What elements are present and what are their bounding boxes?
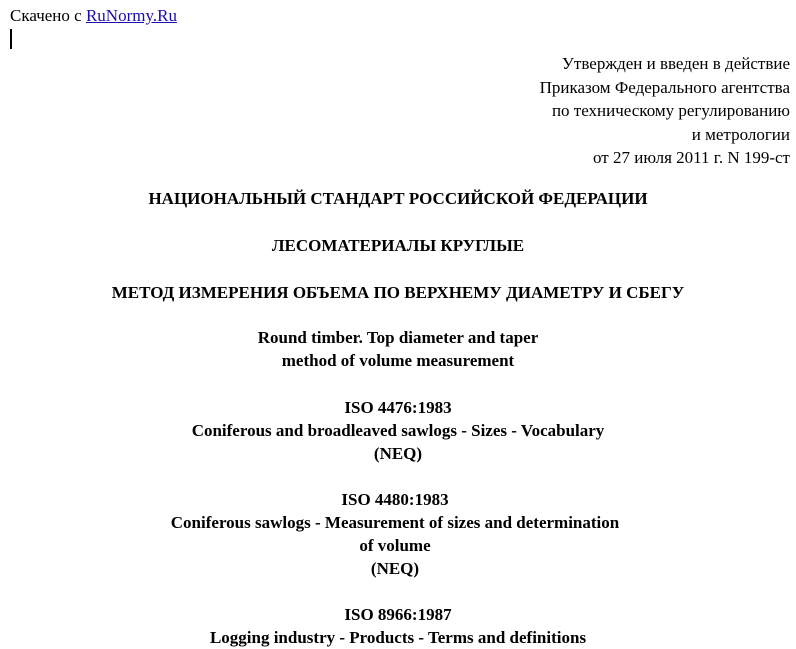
english-title: [0, 326, 796, 372]
reference-status: (NEQ): [370, 559, 420, 578]
reference-title-line: Logging industry - Products - Terms and definitions: [209, 628, 587, 647]
reference-iso-4480: [0, 488, 793, 580]
reference-iso-4476: [0, 396, 796, 465]
reference-iso-8966: [0, 603, 796, 649]
english-title-line: method of volume measurement: [281, 351, 515, 370]
approval-line: от 27 июля 2011 г. N 199-ст: [593, 148, 790, 167]
reference-title-line: Coniferous sawlogs - Measurement of sizes and determination: [170, 513, 620, 532]
approval-line: Утвержден и введен в действие: [561, 54, 790, 73]
reference-title-line: of volume: [359, 536, 431, 555]
source-line: [10, 6, 177, 26]
document-title: ЛЕСОМАТЕРИАЛЫ КРУГЛЫЕ: [271, 236, 525, 255]
source-prefix: Скачено с: [10, 6, 86, 25]
approval-block: [540, 52, 790, 170]
document-subtitle: МЕТОД ИЗМЕРЕНИЯ ОБЪЕМА ПО ВЕРХНЕМУ ДИАМЕТРУ И СБЕГУ: [111, 283, 685, 302]
approval-line: Приказом Федерального агентства: [539, 77, 790, 97]
english-title-line: Round timber. Top diameter and taper: [257, 328, 539, 347]
reference-title-line: Coniferous and broadleaved sawlogs - Sizes - Vocabulary: [191, 421, 605, 440]
reference-code: ISO 8966:1987: [344, 605, 452, 624]
approval-line: и метрологии: [691, 124, 790, 144]
standard-type-heading: НАЦИОНАЛЬНЫЙ СТАНДАРТ РОССИЙСКОЙ ФЕДЕРАЦИИ: [148, 189, 648, 208]
text-cursor: [10, 29, 12, 49]
source-link[interactable]: RuNormy.Ru: [85, 6, 177, 25]
reference-code: ISO 4476:1983: [344, 398, 452, 417]
approval-line: по техническому регулированию: [551, 101, 790, 120]
reference-status: (NEQ): [373, 444, 423, 463]
reference-code: ISO 4480:1983: [341, 490, 449, 509]
